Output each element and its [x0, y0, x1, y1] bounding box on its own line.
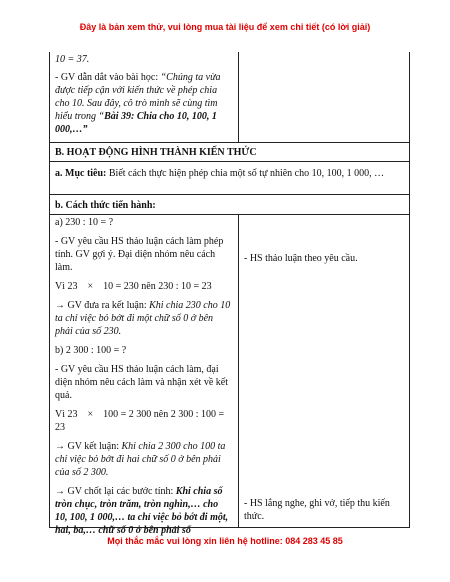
part-b-conclusion: → GV kết luận: Khi chia 2 300 cho 100 ta chỉ việc bỏ bớt đi hai chữ số 0 ở bên phải của số 2 300.: [55, 441, 226, 478]
hotline-banner: Mọi thắc mắc vui lòng xin liên hệ hotline: 084 283 45 85: [107, 536, 343, 546]
activity-row: [50, 214, 409, 536]
part-b-title: b) 2 300 : 100 = ?: [55, 345, 127, 356]
part-a-conclusion: → GV đưa ra kết luận: Khi chia 230 cho 10 ta chỉ việc bỏ bớt đi một chữ số 0 ở bên phải của số 230.: [55, 300, 231, 337]
intro-row: [50, 52, 409, 142]
intro-line: 10 = 37.: [55, 54, 90, 65]
intro-teacher-cell: [50, 52, 239, 142]
student-response-2: - HS lắng nghe, ghi vở, tiếp thu kiến thức.: [244, 498, 390, 522]
goal-text: a. Mục tiêu: Biết cách thực hiện phép chia một số tự nhiên cho 10, 100, 1 000, …: [55, 168, 385, 179]
part-a-equation: Vì 23 × 10 = 230 nên 230 : 10 = 23: [55, 281, 212, 292]
part-b-equation: Vì 23 × 100 = 2 300 nên 2 300 : 100 = 23: [55, 409, 227, 433]
intro-student-cell: [240, 52, 409, 142]
goal-row: [50, 161, 409, 194]
activity-teacher-cell: [50, 215, 239, 536]
summary-paragraph: → GV chốt lại các bước tính: Khi chia số tròn chục, tròn trăm, tròn nghìn,… cho 10, 100, 1 000,… ta chỉ việc bỏ bớt đi một, hai, ba,… chữ số 0 ở bên phải số: [55, 486, 229, 536]
section-b-row: [50, 142, 409, 161]
preview-banner: Đây là bản xem thử, vui lòng mua tài liệu để xem chi tiết (có lời giải): [79, 22, 371, 32]
activity-student-cell: [240, 215, 409, 528]
intro-paragraph: - GV dẫn dắt vào bài học: “Chúng ta vừa được tiếp cận với kiến thức về phép chia cho 10. Sau đây, cô trò mình sẽ cùng tìm hiểu trong “Bài 39: Chia cho 10, 100, 1 000,…”: [55, 72, 221, 135]
part-b-paragraph: - GV yêu cầu HS thảo luận cách làm, đại diện nhóm nêu cách làm và nhận xét về kết quả.: [55, 364, 228, 401]
lesson-table: [49, 52, 410, 536]
method-title: b. Cách thức tiến hành:: [55, 200, 156, 211]
student-response-1: - HS thảo luận theo yêu cầu.: [244, 253, 358, 264]
part-a-paragraph: - GV yêu cầu HS thảo luận cách làm phép tính. GV gợi ý. Đại diện nhóm nêu cách làm.: [55, 236, 224, 273]
method-row: [50, 194, 409, 214]
part-a-title: a) 230 : 10 = ?: [55, 217, 114, 228]
section-title: B. HOẠT ĐỘNG HÌNH THÀNH KIẾN THỨC: [55, 147, 257, 158]
